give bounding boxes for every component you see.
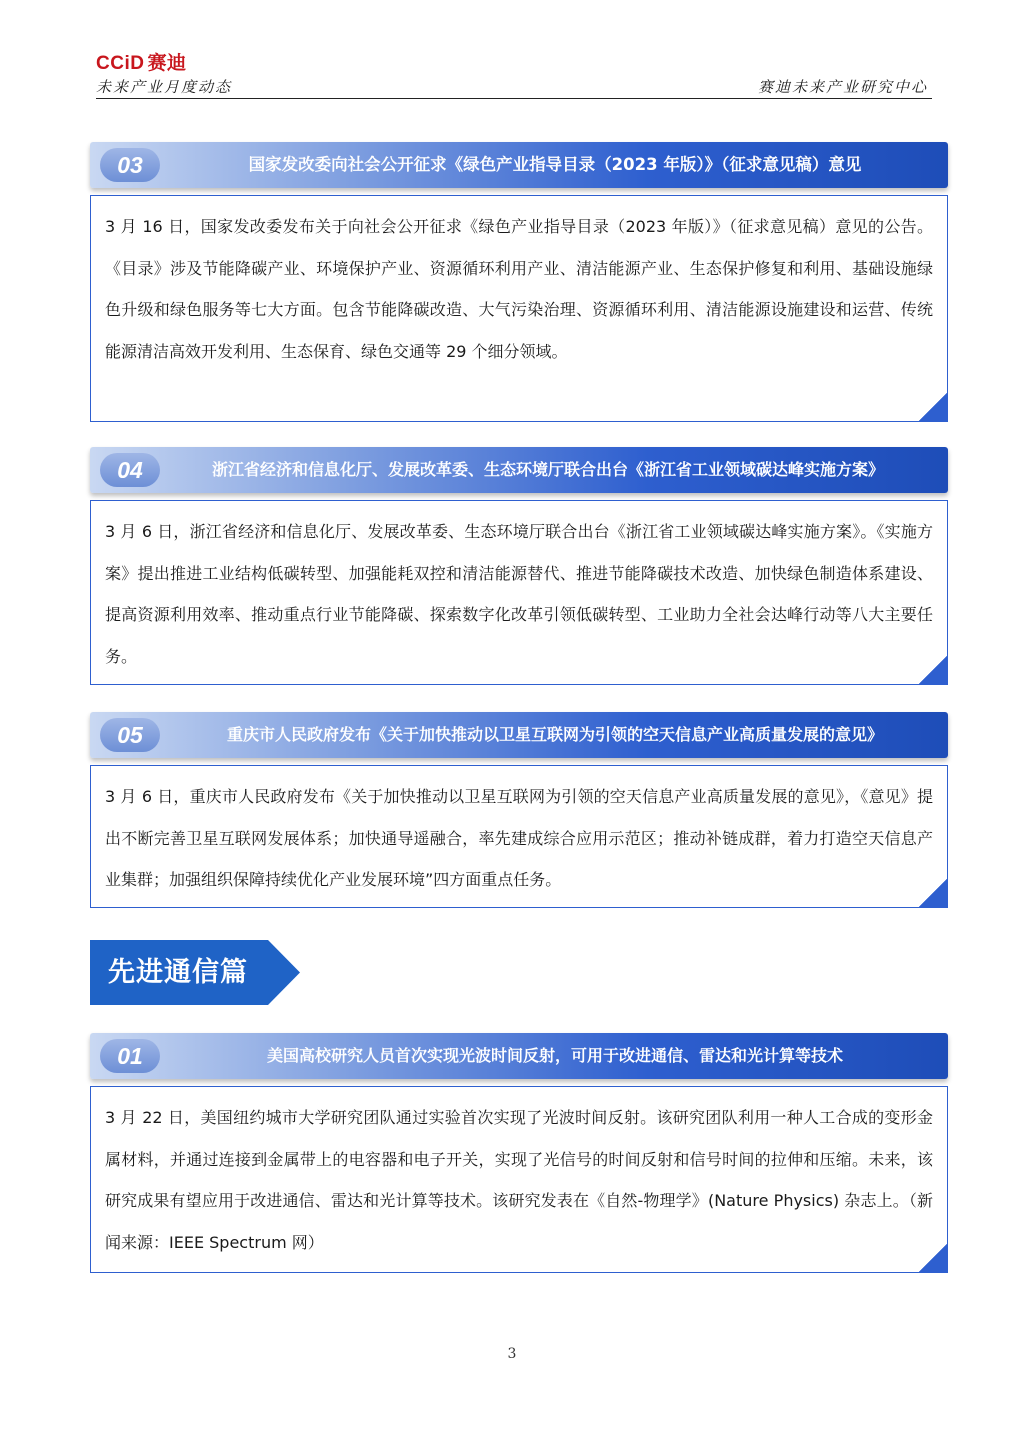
section-body-box <box>90 500 948 685</box>
news-section-comm-01 <box>90 1033 948 1273</box>
section-number-badge: 03 <box>100 148 160 182</box>
logo-latin: CCiD <box>96 53 145 74</box>
section-body-box <box>90 765 948 908</box>
logo-cn: 赛迪 <box>147 53 187 74</box>
section-body-text: 3 月 6 日，重庆市人民政府发布《关于加快推动以卫星互联网为引领的空天信息产业高质量发展的意见》，《意见》提出不断完善卫星互联网发展体系；加快通导遥融合，率先建成综合应用示范区；推动补链成群，着力打造空天信息产业集群；加强组织保障持续优化产业发展环境”四方面重点任务。 <box>105 787 933 889</box>
header-divider <box>96 98 932 99</box>
section-title: 重庆市人民政府发布《关于加快推动以卫星互联网为引领的空天信息产业高质量发展的意见》 <box>226 725 883 744</box>
section-title: 国家发改委向社会公开征求《绿色产业指导目录（2023 年版）》（征求意见稿）意见 <box>248 155 862 174</box>
section-body-box <box>90 1086 948 1273</box>
corner-decoration <box>918 878 948 908</box>
section-title: 浙江省经济和信息化厅、发展改革委、生态环境厅联合出台《浙江省工业领域碳达峰实施方案》 <box>211 460 884 479</box>
section-title: 美国高校研究人员首次实现光波时间反射，可用于改进通信、雷达和光计算等技术 <box>266 1046 843 1065</box>
section-body-text: 3 月 16 日，国家发改委发布关于向社会公开征求《绿色产业指导目录（2023 年版）》（征求意见稿）意见的公告。《目录》涉及节能降碳产业、环境保护产业、资源循环利用产业、清洁能源产业、生态保护修复和利用、基础设施绿色升级和绿色服务等七大方面。包含节能降碳改造、大气污染治理、资源循环利用、清洁能源设施建设和运营、传统能源清洁高效开发利用、生态保育、绿色交通等 29 个细分领域。 <box>105 217 933 361</box>
corner-decoration <box>918 1243 948 1273</box>
chapter-title: 先进通信篇 <box>108 957 248 988</box>
page-header <box>96 46 932 102</box>
news-section-03 <box>90 142 948 422</box>
chapter-heading <box>90 940 300 1005</box>
section-title-bar <box>90 447 948 493</box>
page-number: 3 <box>507 1346 517 1362</box>
section-title-bar <box>90 1033 948 1079</box>
section-body-text: 3 月 22 日，美国纽约城市大学研究团队通过实验首次实现了光波时间反射。该研究团队利用一种人工合成的变形金属材料，并通过连接到金属带上的电容器和电子开关，实现了光信号的时间反射和信号时间的拉伸和压缩。未来，该研究成果有望应用于改进通信、雷达和光计算等技术。该研究发表在《自然-物理学》(Nature Physics) 杂志上。（新闻来源：IEEE Spectrum 网） <box>105 1108 933 1252</box>
organization-name: 赛迪未来产业研究中心 <box>757 78 928 96</box>
section-body-box <box>90 195 948 422</box>
news-section-05 <box>90 712 948 908</box>
section-title-bar <box>90 142 948 188</box>
corner-decoration <box>918 392 948 422</box>
news-section-04 <box>90 447 948 685</box>
section-title-bar <box>90 712 948 758</box>
section-number-badge: 04 <box>100 453 160 487</box>
section-number-badge: 01 <box>100 1039 160 1073</box>
section-body-text: 3 月 6 日，浙江省经济和信息化厅、发展改革委、生态环境厅联合出台《浙江省工业领域碳达峰实施方案》。《实施方案》提出推进工业结构低碳转型、加强能耗双控和清洁能源替代、推进节能降碳技术改造、加快绿色制造体系建设、提高资源利用效率、推动重点行业节能降碳、探索数字化改革引领低碳转型、工业助力全社会达峰行动等八大主要任务。 <box>105 522 933 666</box>
publication-name: 未来产业月度动态 <box>96 78 233 96</box>
ccid-logo <box>96 48 186 75</box>
corner-decoration <box>918 655 948 685</box>
section-number-badge: 05 <box>100 718 160 752</box>
